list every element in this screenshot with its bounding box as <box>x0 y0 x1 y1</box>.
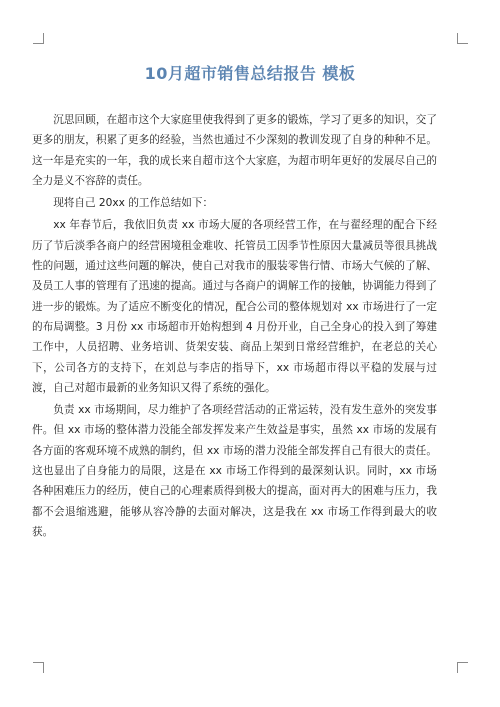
crop-mark-top-left <box>33 33 44 44</box>
paragraph-spring-work: xx 年春节后，我依旧负责 xx 市场大厦的各项经营工作，在与翟经理的配合下经历了节后淡季各商户的经营困境租金难收、托管员工因季节性原因大量减员等很具挑战性的问题，通过这些问题的解决，使自己对我市的服装零售行情、市场大气候的了解、及员工人事的管理有了迅速的提高。通过与各商户的调解工作的接触，协调能力得到了进一步的锻炼。为了适应不断变化的情况，配合公司的整体规划对 xx 市场进行了一定的布局调整。3 月份 xx 市场超市开始构想到 4 月份开业，自己全身心的投入到了筹建工作中，人员招聘、业务培训、货架安装、商品上架到日常经营维护，在老总的关心下，公司各方的支持下，在刘总与李店的指导下，xx 市场超市得以平稳的发展与过渡，自己对超市最新的业务知识又得了系统的强化。 <box>32 219 437 394</box>
paragraph-intro: 现将自己 20xx 的工作总结如下： <box>53 197 214 210</box>
paragraph-reflection: 沉思回顾，在超市这个大家庭里使我得到了更多的锻炼，学习了更多的知识，交了更多的朋友，积累了更多的经验，当然也通过不少深刻的教训发现了自身的种种不足。这一年是充实的一年，我的成长来自超市这个大家庭，为超市明年更好的发展尽自己的全力是义不容辞的责任。 <box>32 114 437 187</box>
document-title: 10月超市销售总结报告 模板 <box>144 64 356 83</box>
crop-mark-bottom-left <box>33 662 44 673</box>
paragraph-market-responsibility: 负责 xx 市场期间，尽力维护了各项经营活动的正常运转，没有发生意外的突发事件。但 xx 市场的整体潜力没能全部发挥发来产生效益是事实，虽然 xx 市场的发展有各方面的客观环境不成熟的制约，但 xx 市场的潜力没能全部发挥自己有很大的责任。这也显出了自身能力的局限，这是在 xx 市场工作得到的最深刻认识。同时，xx 市场各种困难压力的经历，使自己的心理素质得到极大的提高，面对再大的困难与压力，我都不会退缩逃避，能够从容冷静的去面对解决，这是我在 xx 市场工作得到最大的收获。 <box>32 404 437 538</box>
document-body <box>32 110 437 544</box>
crop-mark-top-right <box>457 33 468 44</box>
crop-mark-bottom-right <box>457 662 468 673</box>
